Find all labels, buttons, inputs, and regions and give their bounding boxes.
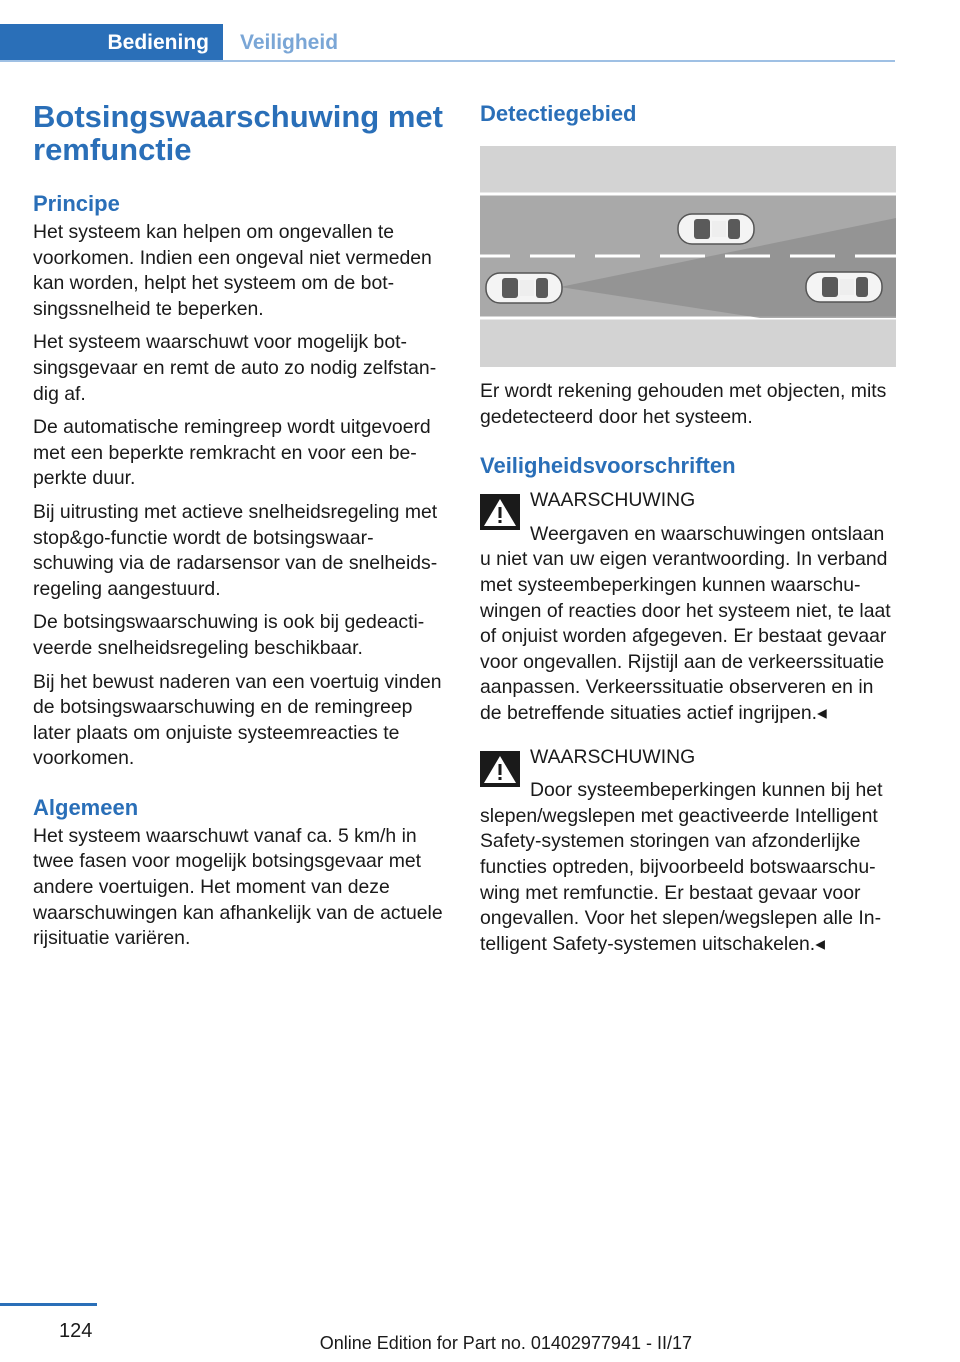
footer-rule — [0, 1303, 97, 1306]
detection-area-figure — [480, 146, 896, 367]
heading-algemeen: Algemeen — [33, 794, 139, 820]
warning-triangle-icon — [480, 494, 520, 530]
header-rule — [0, 60, 895, 62]
warning-block — [480, 745, 896, 958]
car-icon — [486, 273, 562, 303]
warning-triangle-icon — [480, 751, 520, 787]
detection-caption: Er wordt rekening gehouden met objecten, mits gedetecteerd door het systeem. — [480, 380, 887, 428]
paragraph: De botsingswaarschuwing is ook bij gedeactiveerde snelheidsregeling beschikbaar. — [33, 611, 425, 659]
warning-text: u niet van uw eigen verantwoording. In verband met systeembeperkingen kunnen waarschuwingen of reacties door het systeem niet, te laat of onjuist worden afgegeven. Er bestaat gevaar voor ongevallen. Rijstijl aan de verkeerssituatie aanpassen. Verkeerssituatie observeren en in de betreffende situaties actief ingrijpen.◂ — [480, 548, 891, 724]
warning-label: WAARSCHUWING — [530, 489, 696, 512]
tab-bediening[interactable]: Bediening — [0, 24, 223, 61]
warning-label: WAARSCHUWING — [530, 745, 696, 768]
warning-text: slepen/wegslepen met geactiveerde Intelligent Safety-systemen storingen van afzonderlijke functies optreden, bijvoorbeeld botswaarschuwing met remfunctie. Er bestaat gevaar voor ongevallen. Voor het slepen/wegslepen alle Intelligent Safety-systemen uitschakelen.◂ — [480, 804, 882, 955]
paragraph: Het systeem kan helpen om ongevallen te voorkomen. Indien een ongeval niet vermeden kan worden, helpt het systeem om de botsingssnelheid te beperken. — [33, 221, 432, 320]
paragraph: Bij het bewust naderen van een voertuig vinden de botsingswaarschuwing en de remingreep later plaats om onjuiste systeemreacties te voorkomen. — [33, 670, 442, 770]
car-icon — [806, 272, 882, 302]
paragraph: De automatische remingreep wordt uitgevoerd met een beperkte remkracht en voor een beperkte duur. — [33, 416, 431, 490]
warning-block — [480, 488, 896, 726]
road-illustration — [480, 146, 896, 367]
section-tabs — [0, 0, 960, 62]
warning-text-first-line: Door systeembeperkingen kunnen bij het — [530, 779, 883, 802]
car-icon — [678, 214, 754, 244]
heading-detectiegebied: Detectiegebied — [480, 101, 637, 126]
tab-veiligheid[interactable]: Veiligheid — [240, 30, 339, 54]
left-column — [33, 100, 447, 952]
warning-text-first-line: Weergaven en waarschuwingen ontslaan — [530, 522, 885, 545]
right-column — [480, 100, 896, 957]
page-title: Botsingswaarschuwing met remfunctie — [33, 99, 443, 167]
paragraph: Het systeem waarschuwt voor mogelijk botsingsgevaar en remt de auto zo nodig zelfstandig af. — [33, 331, 437, 405]
heading-veiligheidsvoorschriften: Veiligheidsvoorschriften — [480, 453, 736, 479]
heading-principe: Principe — [33, 191, 120, 216]
edition-note: Online Edition for Part no. 01402977941 - II/17 — [319, 1333, 692, 1353]
paragraph: Bij uitrusting met actieve snelheidsregeling met stop&go-functie wordt de botsingswaarschuwing via de radarsensor van de snelheidsregeling aangestuurd. — [33, 500, 438, 600]
page-number: 124 — [59, 1320, 93, 1342]
paragraph: Het systeem waarschuwt vanaf ca. 5 km/h in twee fasen voor mogelijk botsingsgevaar met andere voertuigen. Het moment van deze waarschuwingen kan afhankelijk van de actuele rijsituatie variëren. — [33, 824, 443, 950]
